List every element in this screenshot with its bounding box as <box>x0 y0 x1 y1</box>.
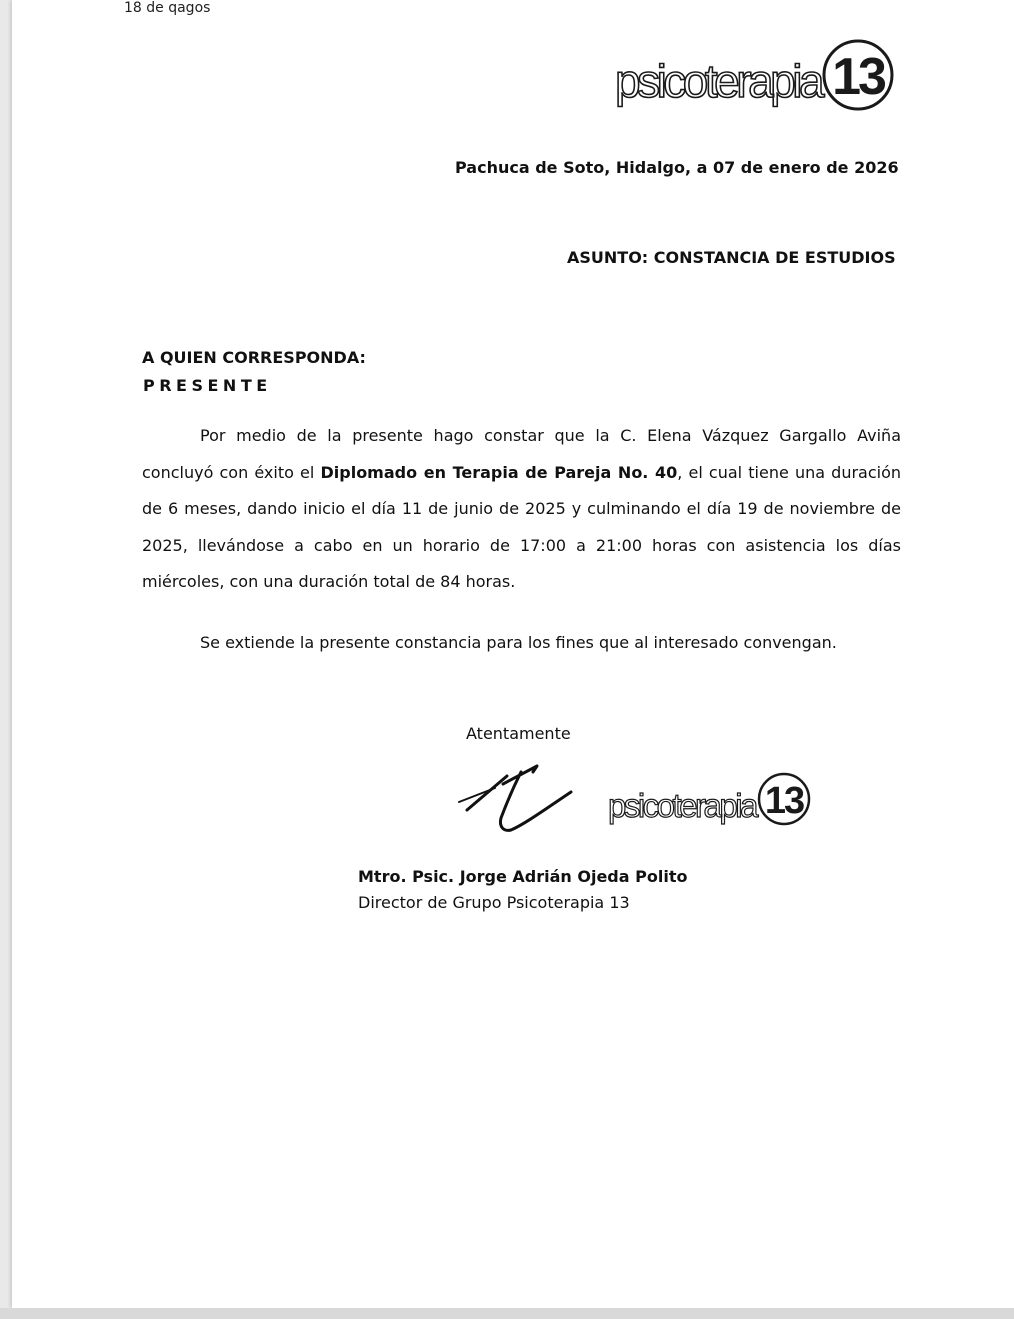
psicoterapia-logo-stamp <box>608 767 813 831</box>
logo-number: 13 <box>832 48 884 106</box>
psicoterapia-logo <box>615 35 900 120</box>
place-date: Pachuca de Soto, Hidalgo, a 07 de enero de 2026 <box>455 158 899 177</box>
paragraph-1-part-2: , el cual tiene una duración de 6 meses, dando inicio el día 11 de junio de 2025 y culminando el día 19 de noviembre de 2025, llevándose a cabo en un horario de 17:00 a 21:00 horas con asistencia los días miércoles, con una duración total de 84 horas. <box>142 462 902 591</box>
addressee: A QUIEN CORRESPONDA: <box>142 348 366 367</box>
body-paragraph-2: Se extiende la presente constancia para los fines que al interesado convengan. <box>200 632 837 652</box>
letter-body <box>142 418 901 661</box>
body-paragraph-1 <box>142 418 901 601</box>
diploma-name: Diplomado en Terapia de Pareja No. 40 <box>320 462 678 482</box>
stamp-wordmark: psicoterapia <box>608 787 756 824</box>
page-bottom-edge <box>0 1308 1014 1319</box>
closing: Atentamente <box>466 724 571 743</box>
signer-title: Director de Grupo Psicoterapia 13 <box>358 893 630 912</box>
header-note: 18 de qagos <box>124 0 211 16</box>
subject-line: ASUNTO: CONSTANCIA DE ESTUDIOS <box>567 248 896 267</box>
presente: PRESENTE <box>143 376 272 395</box>
paragraph-1-part-1: Por medio de la presente hago constar que la C. Elena Vázquez Gargallo Aviña concluyó con éxito el <box>142 426 901 482</box>
signature <box>455 758 585 848</box>
logo-wordmark: psicoterapia <box>615 55 822 107</box>
stamp-number: 13 <box>764 780 804 822</box>
signer-name: Mtro. Psic. Jorge Adrián Ojeda Polito <box>358 867 688 886</box>
